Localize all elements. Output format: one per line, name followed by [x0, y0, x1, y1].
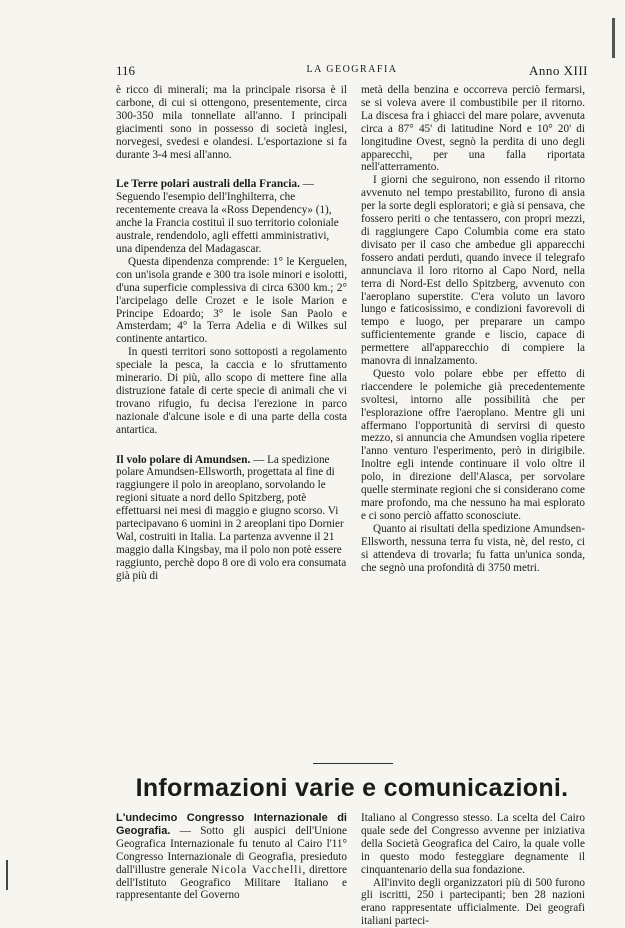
left-column-section — [116, 812, 347, 902]
paragraph-results: Quanto ai risultati della spedizione Amundsen-Ellsworth, nessuna terra fu vista, nè, del resto, ci si attendeva di trovarla; fu fatta un'unica sonda, che segnò una profondità di 3750 metri. — [361, 522, 585, 574]
article-heading-french-polar: Le Terre polari australi della Francia. — [116, 178, 300, 191]
right-column-section — [361, 812, 585, 928]
paragraph-regulation: In questi territori sono sottoposti a regolamento speciale la pesca, la caccia e lo sfruttamento minerario. Di più, allo scopo di mettere fine alla distruzione fatale di certe specie di animali che vi trovano rifugio, fu decisa l'erezione in parco nazionale d'alcune isole e di una parte della costa antartica. — [116, 346, 347, 436]
right-column — [361, 84, 585, 574]
paragraph-return: I giorni che seguirono, non essendo il ritorno avvenuto nel tempo prestabilito, furono di ansia per la sorte degli esploratori; e già si pensava, che fossero periti o che tentassero, con propri mezzi, di raggiungere Capo Columbia come era stato divisato per il caso che ambedue gli apparecchi fossero andati perduti, quando invece il telegrafo annunciava il loro ritorno al Capo Nord, nella terra di Nord-Est dello Spitzberg, avvenuto con l'aeroplano superstite. C'era voluto un lavoro lungo e faticosissimo, e condizioni favorevoli di tempo e luogo, per preparare un campo sufficientemente grande e liscio, capace di permettere all'apparecchio di compiere la manovra di innalzamento. — [361, 174, 585, 368]
article-heading-amundsen: Il volo polare di Amundsen. — [116, 453, 251, 466]
paragraph-polemics: Questo volo polare ebbe per effetto di riaccendere le polemiche già precedentemente svoltesi, intorno alle possibilità che per l'esplorazione offre l'aeroplano. Mentre gli uni affermano l'opportunità di servirsi di questo mezzo, si annuncia che Amundsen voglia ripetere l'anno venturo l'esperimento, però in dirigibile. Inoltre egli intende continuare il volo oltre il polo, in direzione dell'Alasca, per sorvolare quelle sterminate regioni che si considerano come mare profondo, ma che nessuno ha mai esplorato e ci sono perciò affatto sconosciute. — [361, 367, 585, 522]
article-intro-text: — Seguendo l'esempio dell'Inghilterra, che recentemente creava la «Ross Dependency» (1), anche la Francia costituì il suo territorio coloniale australe, rendendolo, agli effetti amministrativi, una dipendenza del Madagascar. — [116, 178, 339, 255]
paragraph-dependency: Questa dipendenza comprende: 1° le Kerguelen, con un'isola grande e 300 tra isole minori e isolotti, d'una superficie complessiva di circa 6300 km.; 2° l'arcipelago delle Crozet e le isole Marion e Principe Edoardo; 3° le isole San Paolo e Amsterdam; 4° la Terra Adelia e di Wilkes sul continente antartico. — [116, 255, 347, 346]
volume-year: Anno XIII — [528, 63, 588, 78]
congress-text: — Sotto gli auspici dell'Unione Geografica Internazionale fu tenuto al Cairo l'11° Congresso Internazionale di Geografia, presieduto dall'illustre generale — [116, 824, 347, 876]
article-congress — [116, 812, 347, 902]
article-amundsen-text: — La spedizione polare Amundsen-Ellsworth, progettata al fine di raggiungere il polo in areoplano, sorvolando le regioni situate a nord dello Spitzberg, potè effettuarsi nei mesi di maggio e giugno scorso. Vi partecipavano 6 uomini in 2 areoplani tipo Dornier Wal, costruiti in Italia. La partenza avvenne il 21 maggio dalla Kingsbay, ma il polo non potè essere raggiunto, perchè dopo 8 ore di volo era consumata già più di — [116, 453, 347, 582]
scan-edge-mark — [612, 18, 615, 58]
page-number: 116 — [116, 63, 136, 78]
running-title: LA GEOGRAFIA — [306, 64, 398, 75]
running-header — [116, 63, 588, 81]
scan-edge-mark-bottom — [6, 860, 8, 890]
paragraph-fuel: metà della benzina e occorreva perciò fermarsi, se si voleva avere il combustibile per il ritorno. La discesa fra i ghiacci del mare polare, avvenuta circa a 87° 45' di latitudine Nord e 10° 20' di longitudine Ovest, segnò la perdita di uno degli apparecchi, per una falla riportata nell'atterramento. — [361, 84, 585, 174]
congress-text-end: , direttore dell'Istituto Geografico Militare Italiano e rappresentante del Governo — [116, 863, 347, 902]
paragraph-minerals: è ricco di minerali; ma la principale risorsa è il carbone, di cui si ottengono, presentemente, circa 300-350 mila tonnellate all'anno. I principali giacimenti sono in possesso di società inglesi, norvegesi, svedesi e olandesi. L'esportazione si fa durante 3-4 mesi all'anno. — [116, 84, 347, 161]
article-heading-congress: L'undecimo Congresso Internazionale di Geografia. — [116, 812, 347, 837]
paragraph-cairo: Italiano al Congresso stesso. La scelta del Cairo quale sede del Congresso avvenne per iniziativa della Società Geografica del Cairo, la quale volle in questo modo festeggiare degnamente il cinquantenario della sua fondazione. — [361, 812, 585, 876]
paragraph-participants: All'invito degli organizzatori più di 500 furono gli iscritti, 250 i partecipanti; ben 28 nazioni erano rappresentate ufficialmente. Dei geografi italiani parteci- — [361, 876, 585, 928]
left-column — [116, 84, 347, 583]
president-name: Nicola Vacchelli — [211, 863, 303, 876]
section-title: Informazioni varie e comunicazioni. — [135, 774, 569, 802]
section-divider — [313, 763, 393, 764]
